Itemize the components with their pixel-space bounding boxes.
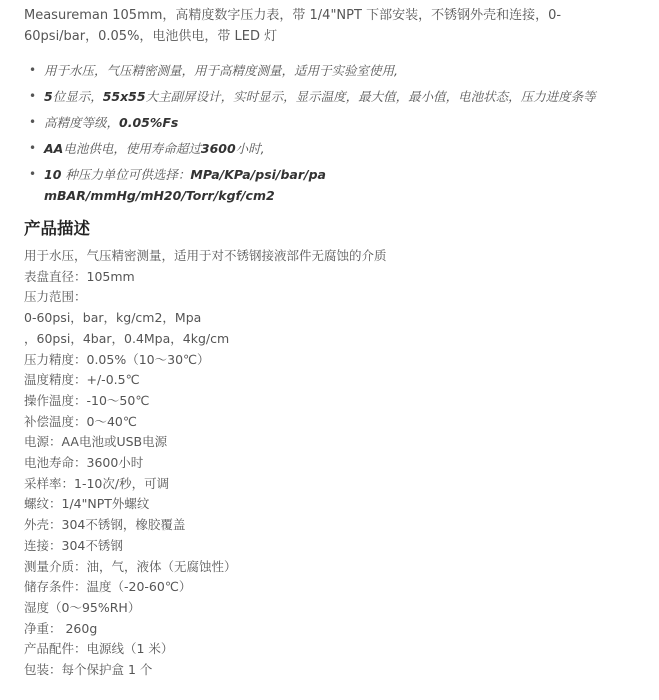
spec-line: 温度精度：+/-0.5℃ [24,372,140,388]
feature-emphasis: 55x55 [102,89,146,104]
spec-line: 连接：304不锈钢 [24,537,123,553]
feature-item [24,112,644,133]
intro-line: Measureman 105mm，高精度数字压力表，带 1/4"NPT 下部安装，不锈钢外壳和连接，0- [24,8,562,23]
spec-line: 压力精度：0.05%（10〜30℃） [24,351,210,367]
feature-text: 小时, [235,141,265,156]
spec-line: 测量介质：油，气，液体（无腐蚀性） [24,558,237,574]
feature-item [24,164,644,206]
spec-line: 0-60psi，bar，kg/cm2，Mpa [24,310,202,326]
spec-line: 湿度（0〜95%RH） [24,599,141,615]
product-intro [24,5,644,47]
product-page [24,0,644,681]
spec-line: 电源：AA电池或USB电源 [24,434,168,450]
spec-line: 包装：每个保护盒 1 个 [24,662,153,678]
spec-line: ，60psi，4bar，0.4Mpa，4kg/cm [24,330,230,346]
spec-line: 储存条件：温度（-20-60℃） [24,579,192,595]
feature-emphasis: 0.05%Fs [119,115,179,130]
spec-line: 外壳：304不锈钢，橡胶覆盖 [24,517,186,533]
spec-line: 表盘直径：105mm [24,268,135,284]
feature-emphasis: MPa/KPa/psi/bar/pa [190,167,326,182]
spec-list [24,246,644,681]
feature-text: 位显示， [52,89,103,104]
feature-text: 高精度等级， [44,115,120,130]
spec-line: 净重： 260g [24,620,98,636]
feature-emphasis: 3600 [200,141,236,156]
feature-text: 电池供电，使用寿命超过 [63,141,201,156]
bullet-icon: • [29,89,37,103]
feature-emphasis: AA [44,141,64,156]
section-title: 产品描述 [24,219,90,238]
spec-line: 操作温度：-10〜50℃ [24,392,150,408]
bullet-icon: • [29,167,37,181]
spec-line: 产品配件：电源线（1 米） [24,641,174,657]
feature-emphasis: 5 [44,89,53,104]
spec-line: 采样率：1-10次/秒，可调 [24,475,170,491]
feature-list [24,60,644,206]
spec-line: 电池寿命：3600小时 [24,455,144,471]
feature-item [24,60,644,81]
bullet-icon: • [29,141,37,155]
feature-emphasis: mBAR/mmHg/mH20/Torr/kgf/cm2 [44,188,275,203]
spec-line: 螺纹：1/4"NPT外螺纹 [24,496,150,512]
feature-item [24,138,644,159]
feature-item [24,86,644,107]
feature-text: 大主副屏设计，实时显示，显示温度，最大值，最小值，电池状态，压力进度条等 [145,89,596,104]
feature-text: 种压力单位可供选择： [61,167,191,182]
bullet-icon: • [29,115,37,129]
spec-line: 用于水压，气压精密测量，适用于对不锈钢接液部件无腐蚀的介质 [24,248,387,263]
intro-line: 60psi/bar，0.05%，电池供电，带 LED 灯 [24,29,278,44]
feature-emphasis: 10 [44,167,62,182]
feature-text: 用于水压，气压精密测量，用于高精度测量，适用于实验室使用, [44,63,398,78]
bullet-icon: • [29,63,37,77]
spec-line: 补偿温度：0〜40℃ [24,413,137,429]
spec-line: 压力范围： [24,289,87,305]
